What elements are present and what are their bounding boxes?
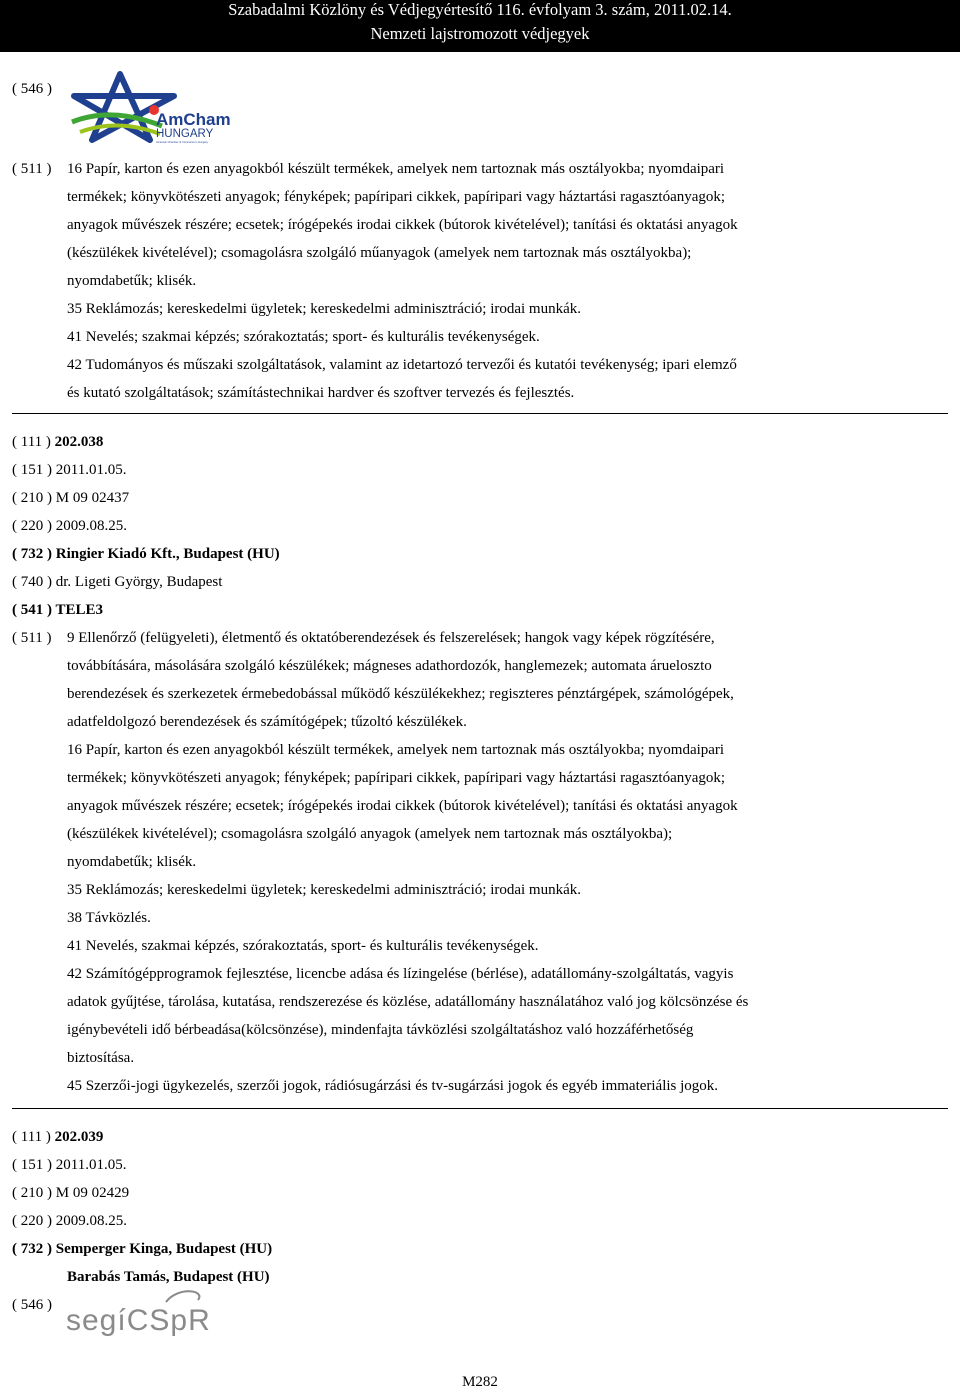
class-line: berendezések és szerkezetek érmebedobással működő készülékekhez; regiszteres pénztárgépek, számológépek, bbox=[67, 686, 734, 702]
trademark-word: TELE3 bbox=[55, 602, 104, 618]
class-line: biztosítása. bbox=[67, 1050, 135, 1066]
holder: Ringier Kiadó Kft., Budapest (HU) bbox=[55, 546, 280, 562]
application-number: M 09 02429 bbox=[55, 1185, 130, 1201]
segicspr-logo bbox=[66, 1288, 236, 1340]
segicspr-swirl-icon bbox=[166, 1291, 199, 1302]
class-line: és kutató szolgáltatások; számítástechnikai hardver és szoftver tervezés és fejlesztés. bbox=[67, 385, 575, 401]
class-line: termékek; könyvkötészeti anyagok; fényképek; papíripari cikkek, papíripari vagy háztartási ragasztóanyagok; bbox=[67, 189, 726, 205]
class-line: továbbítására, másolására szolgáló készülékek; mágneses adathordozók, hanglemezek; automata árueloszto bbox=[67, 658, 712, 674]
amcham-country: HUNGARY bbox=[156, 128, 214, 140]
field-732: ( 732 ) Ringier Kiadó Kft., Budapest (HU) bbox=[12, 546, 280, 562]
filing-date: 2009.08.25. bbox=[55, 518, 127, 534]
class-line: (készülékek kivételével); csomagolásra szolgáló anyagok (amelyek nem tartoznak más osztályokba); bbox=[67, 826, 673, 842]
field-151: ( 151 ) 2011.01.05. bbox=[12, 1157, 127, 1173]
class-line: nyomdabetűk; klisék. bbox=[67, 273, 197, 289]
class-line: 42 Számítógépprogramok fejlesztése, licencbe adása és lízingelése (bérlése), adatállomány-szolgáltatás, vagyis bbox=[67, 966, 734, 982]
class-line: (készülékek kivételével); csomagolásra szolgáló műanyagok (amelyek nem tartoznak más osztályokba); bbox=[67, 245, 692, 261]
registration-date: 2011.01.05. bbox=[55, 462, 127, 478]
class-line: 16 Papír, karton és ezen anyagokból készült termékek, amelyek nem tartoznak más osztályokba; nyomdaipari bbox=[67, 742, 725, 758]
class-line: 45 Szerzői-jogi ügykezelés, szerzői jogok, rádiósugárzási és tv-sugárzási jogok és egyéb immateriális jogok. bbox=[67, 1078, 719, 1094]
registration-date: 2011.01.05. bbox=[55, 1157, 127, 1173]
field-220: ( 220 ) 2009.08.25. bbox=[12, 518, 127, 534]
field-111: ( 111 ) 202.039 bbox=[12, 1129, 104, 1145]
class-line: 41 Nevelés, szakmai képzés, szórakoztatás, sport- és kulturális tevékenységek. bbox=[67, 938, 539, 954]
amcham-logo bbox=[62, 70, 230, 150]
class-line: anyagok művészek részére; ecsetek; írógépekés irodai cikkek (bútorok kivételével); tanítási és oktatási anyagok bbox=[67, 217, 738, 233]
holder-2: Barabás Tamás, Budapest (HU) bbox=[67, 1269, 270, 1285]
code-546: ( 546 ) bbox=[12, 1297, 52, 1313]
representative: dr. Ligeti György, Budapest bbox=[55, 574, 223, 590]
field-732: ( 732 ) Semperger Kinga, Budapest (HU) bbox=[12, 1241, 273, 1257]
registration-number: 202.038 bbox=[54, 434, 104, 450]
class-line: igénybevételi idő bérbeadása(kölcsönzése), mindenfajta távközlési szolgáltatáshoz való hozzáférhetőség bbox=[67, 1022, 694, 1038]
amcham-tagline: American Chamber of Commerce in Hungary bbox=[156, 141, 208, 144]
field-210: ( 210 ) M 09 02429 bbox=[12, 1185, 130, 1201]
class-line: 35 Reklámozás; kereskedelmi ügyletek; kereskedelmi adminisztráció; irodai munkák. bbox=[67, 301, 582, 317]
application-number: M 09 02437 bbox=[55, 490, 130, 506]
section-title: Nemzeti lajstromozott védjegyek bbox=[370, 24, 590, 43]
segicspr-wordmark: segíCSpR bbox=[66, 1304, 211, 1337]
journal-title: Szabadalmi Közlöny és Védjegyértesítő 116. évfolyam 3. szám, 2011.02.14. bbox=[228, 0, 732, 19]
page-header bbox=[0, 0, 960, 52]
class-line: nyomdabetűk; klisék. bbox=[67, 854, 197, 870]
field-220: ( 220 ) 2009.08.25. bbox=[12, 1213, 127, 1229]
class-line: 41 Nevelés; szakmai képzés; szórakoztatás; sport- és kulturális tevékenységek. bbox=[67, 329, 540, 345]
field-111: ( 111 ) 202.038 bbox=[12, 434, 104, 450]
class-line: 16 Papír, karton és ezen anyagokból készült termékek, amelyek nem tartoznak más osztályokba; nyomdaipari bbox=[67, 161, 725, 177]
class-line: 9 Ellenőrző (felügyeleti), életmentő és oktatóberendezések és felszerelések; hangok vagy képek rögzítésére, bbox=[67, 630, 715, 646]
record-divider bbox=[12, 413, 948, 414]
class-line: adatfeldolgozó berendezések és számítógépek; tűzoltó készülékek. bbox=[67, 714, 467, 730]
class-line: 35 Reklámozás; kereskedelmi ügyletek; kereskedelmi adminisztráció; irodai munkák. bbox=[67, 882, 582, 898]
registration-number: 202.039 bbox=[54, 1129, 104, 1145]
holder: Semperger Kinga, Budapest (HU) bbox=[55, 1241, 273, 1257]
filing-date: 2009.08.25. bbox=[55, 1213, 127, 1229]
field-541: ( 541 ) TELE3 bbox=[12, 602, 104, 618]
page-number: M282 bbox=[462, 1374, 498, 1390]
code-511: ( 511 ) bbox=[12, 161, 52, 177]
code-511: ( 511 ) bbox=[12, 630, 52, 646]
class-line: termékek; könyvkötészeti anyagok; fényképek; papíripari cikkek, papíripari vagy háztartási ragasztóanyagok; bbox=[67, 770, 726, 786]
amcham-brand: AmCham bbox=[156, 110, 231, 129]
code-546: ( 546 ) bbox=[12, 81, 52, 97]
field-740: ( 740 ) dr. Ligeti György, Budapest bbox=[12, 574, 223, 590]
field-210: ( 210 ) M 09 02437 bbox=[12, 490, 130, 506]
record-divider bbox=[12, 1108, 948, 1109]
class-line: anyagok művészek részére; ecsetek; írógépekés irodai cikkek (bútorok kivételével); tanítási és oktatási anyagok bbox=[67, 798, 738, 814]
class-line: 38 Távközlés. bbox=[67, 910, 151, 926]
class-line: 42 Tudományos és műszaki szolgáltatások, valamint az idetartozó tervezői és kutatói tevékenység; ipari elemző bbox=[67, 357, 737, 373]
class-line: adatok gyűjtése, tárolása, kutatása, rendszerezése és közlése, adatállomány használatához való jog kölcsönzése és bbox=[67, 994, 749, 1010]
field-151: ( 151 ) 2011.01.05. bbox=[12, 462, 127, 478]
